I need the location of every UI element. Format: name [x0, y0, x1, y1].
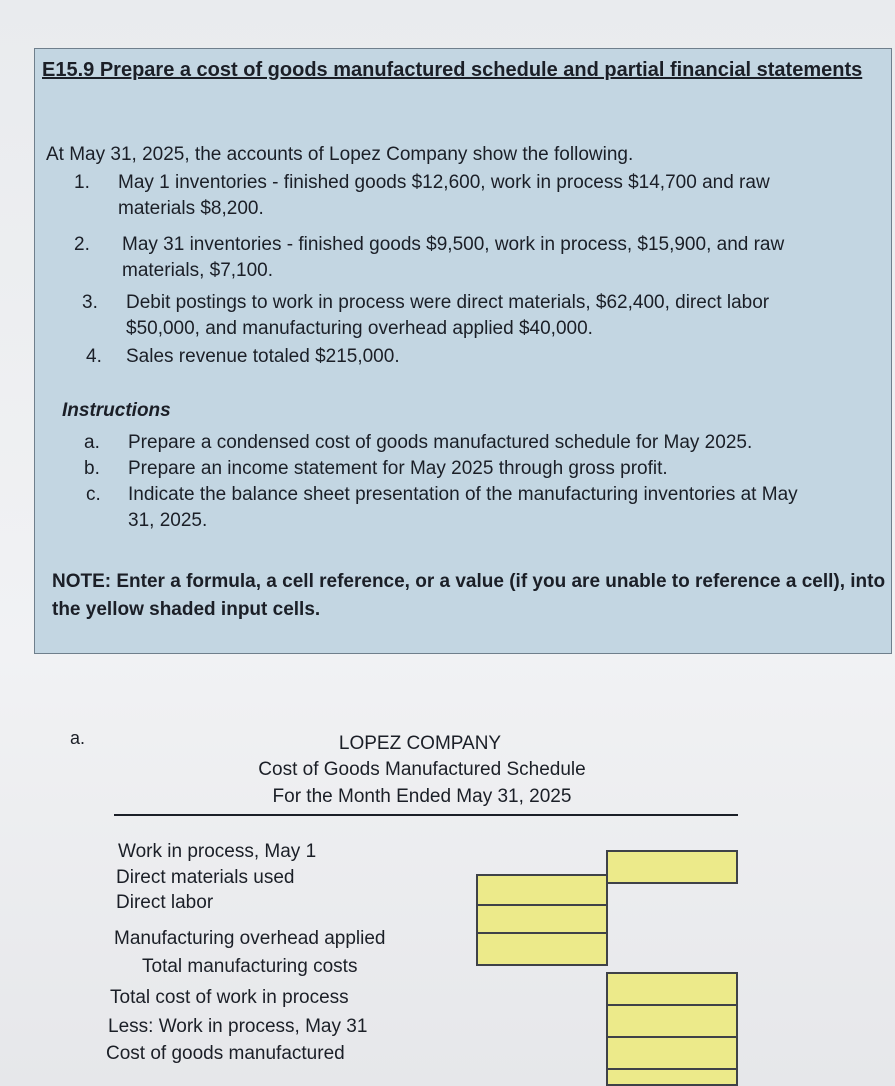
list-item-2-line1: May 31 inventories - finished goods $9,500, work in process, $15,900, and raw — [122, 234, 785, 255]
list-item-2-number: 2. — [74, 234, 90, 255]
instruction-c — [128, 482, 798, 534]
input-cell-less-wip-may31[interactable] — [606, 1036, 738, 1070]
list-item-3-line1: Debit postings to work in process were direct materials, $62,400, direct labor — [126, 292, 770, 313]
list-item-4 — [126, 344, 400, 370]
list-item-4-line1: Sales revenue totaled $215,000. — [126, 346, 400, 367]
statement-title: Cost of Goods Manufactured Schedule — [258, 759, 586, 780]
company-name: LOPEZ COMPANY — [338, 733, 502, 754]
instruction-a-letter: a. — [84, 432, 100, 453]
row-label-less-wip-may31: Less: Work in process, May 31 — [108, 1016, 368, 1037]
section-a-label: a. — [70, 728, 86, 748]
list-item-1-number: 1. — [74, 172, 90, 193]
instruction-b-letter: b. — [84, 458, 100, 479]
list-item-3 — [126, 290, 769, 342]
row-label-cogm: Cost of goods manufactured — [106, 1043, 345, 1064]
exercise-title: E15.9 Prepare a cost of goods manufactured schedule and partial financial statements — [42, 59, 863, 81]
row-label-total-mfg-costs: Total manufacturing costs — [142, 956, 358, 977]
instruction-c-letter: c. — [86, 484, 101, 505]
statement-period: For the Month Ended May 31, 2025 — [272, 786, 572, 807]
row-label-direct-materials: Direct materials used — [116, 867, 295, 888]
instruction-c-line1: Indicate the balance sheet presentation of the manufacturing inventories at May — [128, 484, 798, 505]
input-cell-direct-materials[interactable] — [476, 874, 608, 908]
list-item-1 — [118, 170, 770, 222]
list-item-3-line2: $50,000, and manufacturing overhead applied $40,000. — [126, 318, 593, 339]
instruction-a — [128, 430, 752, 456]
input-cell-overhead[interactable] — [476, 932, 608, 966]
intro-text: At May 31, 2025, the accounts of Lopez Company show the following. — [46, 144, 634, 165]
row-label-overhead: Manufacturing overhead applied — [114, 928, 386, 949]
list-item-2 — [122, 232, 784, 284]
note-text: NOTE: Enter a formula, a cell reference, or a value (if you are unable to reference a cell), into the yellow shaded input cells. — [52, 571, 886, 620]
list-item-3-number: 3. — [82, 292, 98, 313]
row-label-wip-may1: Work in process, May 1 — [118, 841, 317, 862]
list-item-4-number: 4. — [86, 346, 102, 367]
instruction-b — [128, 456, 668, 482]
instruction-c-line2: 31, 2025. — [128, 510, 208, 531]
header-rule — [114, 814, 738, 816]
row-label-total-cost-wip: Total cost of work in process — [110, 987, 349, 1008]
input-cell-wip-may1[interactable] — [606, 850, 738, 884]
list-item-1-line2: materials $8,200. — [118, 198, 264, 219]
input-cell-total-mfg-costs[interactable] — [606, 972, 738, 1006]
list-item-1-line1: May 1 inventories - finished goods $12,600, work in process $14,700 and raw — [118, 172, 770, 193]
row-label-direct-labor: Direct labor — [116, 892, 214, 913]
instructions-heading: Instructions — [62, 400, 171, 421]
instruction-a-text: Prepare a condensed cost of goods manufactured schedule for May 2025. — [128, 432, 753, 453]
list-item-2-line2: materials, $7,100. — [122, 260, 274, 281]
input-cell-total-cost-wip[interactable] — [606, 1004, 738, 1038]
input-cell-cogm[interactable] — [606, 1068, 738, 1086]
instruction-b-text: Prepare an income statement for May 2025 through gross profit. — [128, 458, 668, 479]
